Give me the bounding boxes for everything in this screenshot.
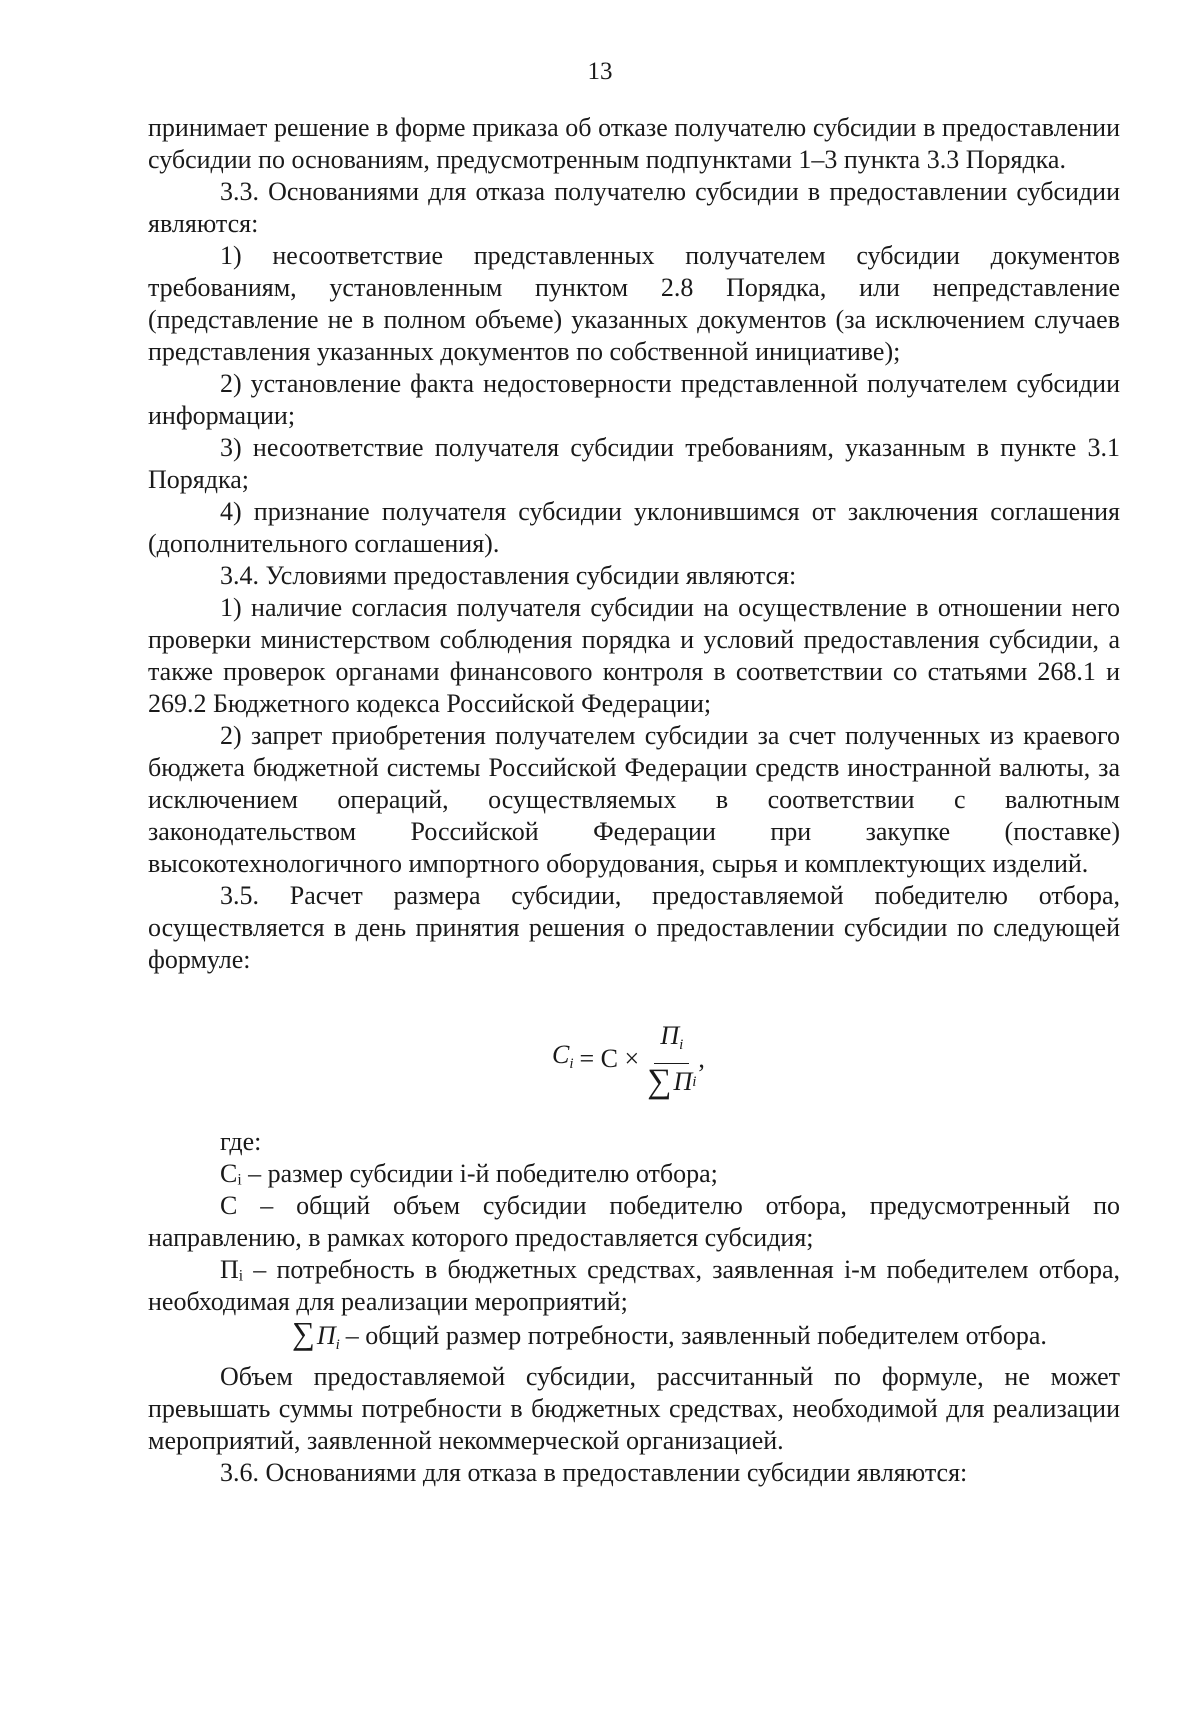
definition-sum-pi: $\sum П_i$ – общий размер потребности, заявленный победителем отбора.	[148, 1318, 1120, 1361]
definition-ci: Cᵢ – размер субсидии і-й победителю отбора;	[220, 1159, 718, 1188]
formula-comma: ,	[698, 1044, 705, 1073]
page-number: 13	[587, 58, 613, 85]
paragraph-volume-limit: Объем предоставляемой субсидии, рассчитанный по формуле, не может превышать суммы потребности в бюджетных средствах, необходимой для реализации мероприятий, заявленной некоммерческой организацией.	[148, 1362, 1120, 1455]
document-body	[148, 112, 1120, 1489]
definition-c: C – общий объем субсидии победителю отбора, предусмотренный по направлению, в рамках которого предоставляется субсидия;	[148, 1191, 1120, 1252]
sigma-icon: ∑	[647, 1063, 672, 1100]
formula-block	[148, 998, 1120, 1126]
list-item-3-3-4: 4) признание получателя субсидии уклонившимся от заключения соглашения (дополнительного соглашения).	[148, 497, 1120, 558]
sigma-icon: ∑	[292, 1315, 315, 1351]
list-item-3-3-1: 1) несоответствие представленных получателем субсидии документов требованиям, установленным пунктом 2.8 Порядка, или непредставление (представление не в полном объеме) указанных документов (за исключением случаев представления указанных документов по собственной инициативе);	[148, 241, 1120, 366]
list-item-3-4-2: 2) запрет приобретения получателем субсидии за счет полученных из краевого бюджета бюджетной системы Российской Федерации средств иностранной валюты, за исключением операций, осуществляемых в соответствии с валютным законодательством Российской Федерации при закупке (поставке) высокотехнологичного импортного оборудования, сырья и комплектующих изделий.	[148, 721, 1120, 878]
formula-equals-c: = C ×	[579, 1044, 640, 1073]
subsidy-formula	[552, 1020, 705, 1098]
formula-fraction	[647, 1020, 696, 1098]
paragraph-intro: принимает решение в форме приказа об отказе получателю субсидии в предоставлении субсидии по основаниям, предусмотренным подпунктами 1–3 пункта 3.3 Порядка.	[148, 113, 1120, 174]
where-label: где:	[220, 1127, 262, 1156]
list-item-3-3-2: 2) установление факта недостоверности представленной получателем субсидии информации;	[148, 369, 1120, 430]
formula-lhs: $C_i$	[552, 1039, 574, 1072]
list-item-3-3-3: 3) несоответствие получателя субсидии требованиям, указанным в пункте 3.1 Порядка;	[148, 433, 1120, 494]
definition-pi: Пᵢ – потребность в бюджетных средствах, заявленная і-м победителем отбора, необходимая для реализации мероприятий;	[148, 1255, 1120, 1316]
formula-denominator: ∑ П i	[647, 1063, 697, 1100]
paragraph-3-4: 3.4. Условиями предоставления субсидии являются:	[220, 561, 797, 590]
formula-numerator: $П_i$	[654, 1020, 689, 1064]
paragraph-3-6: 3.6. Основаниями для отказа в предоставлении субсидии являются:	[220, 1458, 968, 1487]
paragraph-3-3: 3.3. Основаниями для отказа получателю субсидии в предоставлении субсидии являются:	[148, 177, 1120, 238]
sum-symbol: $\sum П_i$	[292, 1315, 340, 1353]
list-item-3-4-1: 1) наличие согласия получателя субсидии на осуществление в отношении него проверки министерством соблюдения порядка и условий предоставления субсидии, а также проверок органами финансового контроля в соответствии со статьями 268.1 и 269.2 Бюджетного кодекса Российской Федерации;	[148, 593, 1120, 718]
paragraph-3-5: 3.5. Расчет размера субсидии, предоставляемой победителю отбора, осуществляется в день принятия решения о предоставлении субсидии по следующей формуле:	[148, 881, 1120, 974]
